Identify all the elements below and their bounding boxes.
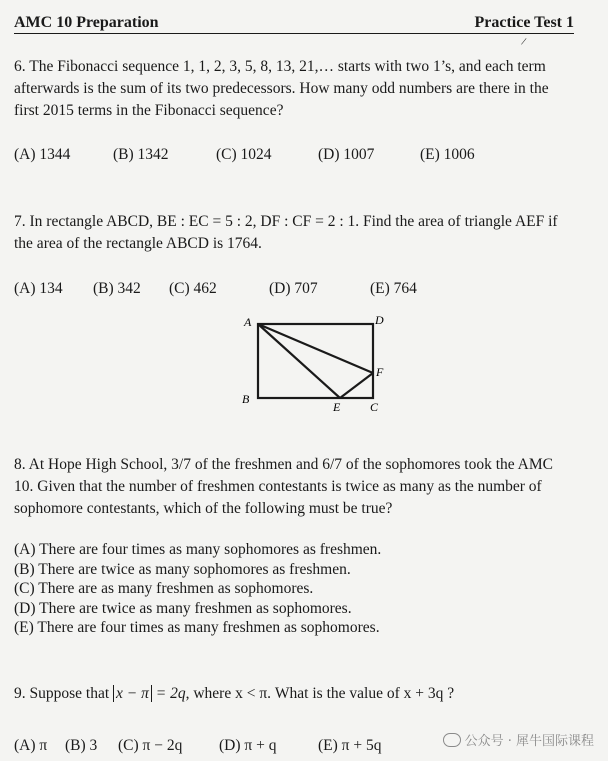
q8-choice-c: (C) There are as many freshmen as sophomores. bbox=[14, 580, 314, 597]
segment-ef bbox=[340, 373, 373, 398]
question-9 bbox=[14, 683, 576, 705]
wechat-icon bbox=[443, 733, 461, 747]
q9-choice-b: (B) 3 bbox=[65, 737, 98, 754]
label-d: D bbox=[375, 313, 384, 327]
watermark-text: 公众号 · 犀牛国际课程 bbox=[464, 734, 594, 749]
page-header bbox=[14, 14, 574, 34]
q9-choice-c: (C) π − 2q bbox=[118, 737, 183, 754]
q6-choice-b: (B) 1342 bbox=[113, 146, 169, 163]
q6-choice-a: (A) 1344 bbox=[14, 146, 71, 163]
pen-mark: / bbox=[520, 35, 528, 49]
q8-choice-a: (A) There are four times as many sophomores as freshmen. bbox=[14, 541, 382, 558]
q9-choice-d: (D) π + q bbox=[219, 737, 277, 754]
q7-choice-e: (E) 764 bbox=[370, 280, 417, 297]
q7-choice-d: (D) 707 bbox=[269, 280, 318, 297]
q9-absolute-value bbox=[113, 685, 152, 702]
label-c: C bbox=[370, 400, 379, 414]
q6-choice-c: (C) 1024 bbox=[216, 146, 272, 163]
q8-choice-d: (D) There are twice as many freshmen as sophomores. bbox=[14, 599, 352, 617]
q7-choice-c: (C) 462 bbox=[169, 280, 217, 297]
question-7: 7. In rectangle ABCD, BE : EC = 5 : 2, DF : CF = 2 : 1. Find the area of triangle AEF if the area of the rectangle ABCD is 1764. bbox=[14, 213, 558, 252]
q9-abs-expr: x − π bbox=[116, 685, 149, 702]
q9-choice-e: (E) π + 5q bbox=[318, 737, 382, 754]
watermark bbox=[443, 730, 594, 749]
rectangle-diagram bbox=[238, 310, 398, 418]
q7-choice-b: (B) 342 bbox=[93, 280, 141, 297]
q9-equation: = 2q bbox=[155, 685, 186, 702]
q8-choice-b: (B) There are twice as many sophomores as freshmen. bbox=[14, 560, 351, 578]
question-8-choices bbox=[14, 540, 381, 638]
label-b: B bbox=[242, 392, 250, 406]
test-title: Practice Test 1 bbox=[474, 14, 574, 31]
q6-choice-d: (D) 1007 bbox=[318, 146, 375, 163]
label-e: E bbox=[333, 400, 341, 414]
course-title: AMC 10 Preparation bbox=[14, 14, 159, 31]
q9-prefix: 9. Suppose that bbox=[14, 685, 110, 702]
question-6: 6. The Fibonacci sequence 1, 1, 2, 3, 5, 8, 13, 21,… starts with two 1’s, and each term afterwards is the sum of its two predecessors. How many odd numbers are there in the first 2015 terms in the Fibonacci sequence? bbox=[14, 58, 549, 119]
segment-ae bbox=[258, 324, 340, 398]
q7-choice-a: (A) 134 bbox=[14, 280, 63, 297]
label-f: F bbox=[376, 365, 384, 379]
q9-choice-a: (A) π bbox=[14, 737, 48, 754]
q9-condition: , where x < π. What is the value of x + 3q ? bbox=[185, 685, 455, 702]
q8-choice-e: (E) There are four times as many freshmen as sophomores. bbox=[14, 619, 380, 636]
question-8: 8. At Hope High School, 3/7 of the freshmen and 6/7 of the sophomores took the AMC 10. Given that the number of freshmen contestants is twice as many as the number of sophomore contestants, which of the following must be true? bbox=[14, 456, 553, 517]
q6-choice-e: (E) 1006 bbox=[420, 146, 475, 163]
label-a: A bbox=[244, 315, 252, 329]
segment-af bbox=[258, 324, 373, 373]
